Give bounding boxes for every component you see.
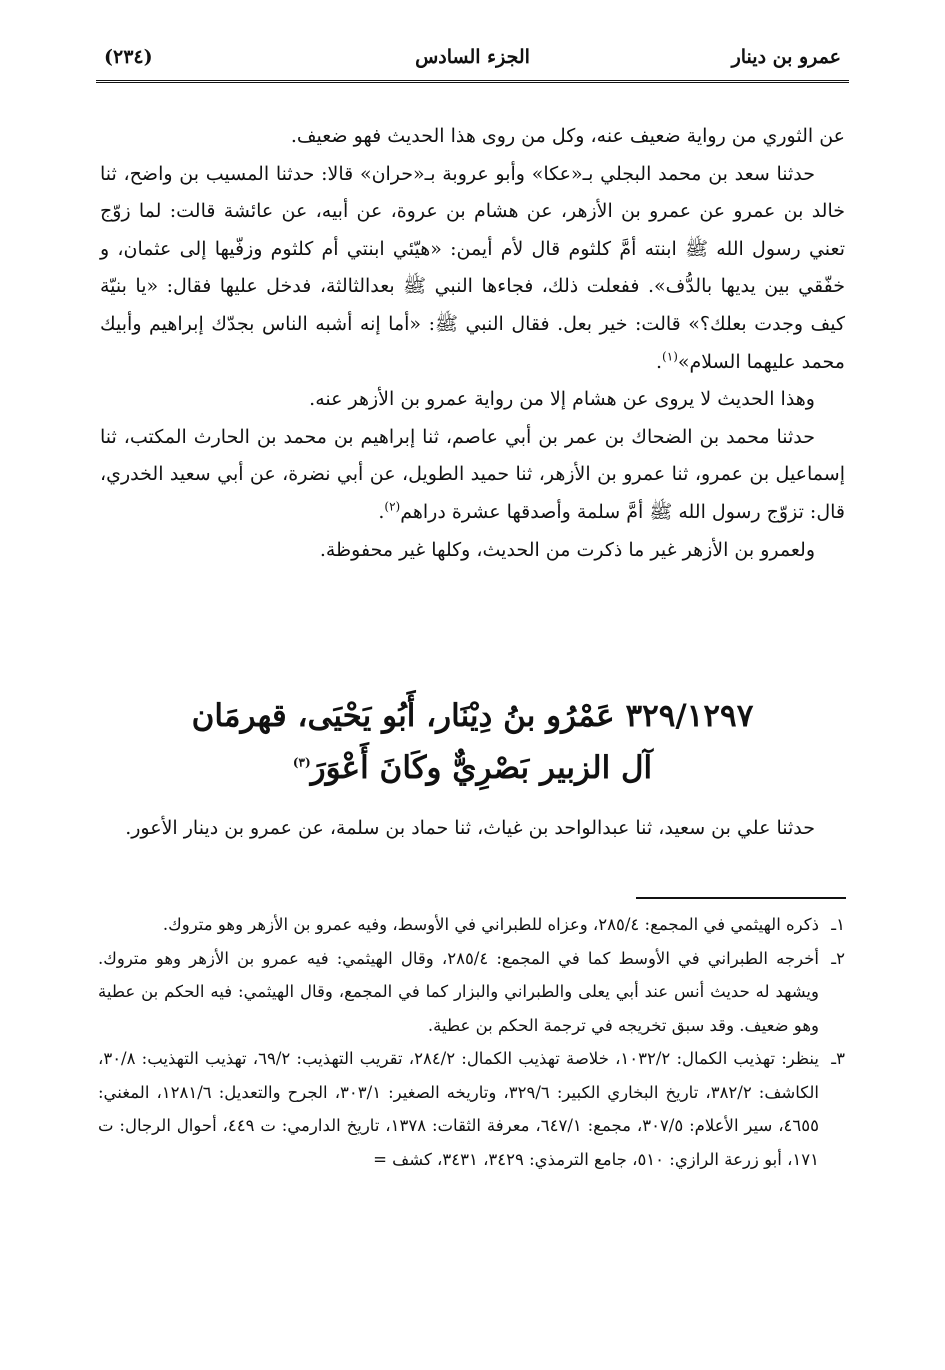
- paragraph: وهذا الحديث لا يروى عن هشام إلا من رواية عمرو بن الأزهر عنه.: [309, 388, 815, 411]
- main-text: [100, 118, 845, 569]
- footnote: [98, 1042, 845, 1176]
- footnote-separator: [636, 897, 846, 899]
- paragraph: عن الثوري من رواية ضعيف عنه، وكل من روى هذا الحديث فهو ضعيف.: [290, 125, 845, 147]
- header-part-title: الجزء السادس: [415, 46, 530, 68]
- footnotes: [98, 908, 845, 1176]
- footnote-ref: (٣): [292, 755, 311, 770]
- footnote-number: ٣ـ: [831, 1049, 845, 1068]
- footnote-number: ١ـ: [831, 915, 845, 934]
- footnote: [98, 908, 845, 942]
- paragraph: حدثنا سعد بن محمد البجلي بـ«عكا» وأبو عروبة بـ«حران» قالا: حدثنا المسيب بن واضح، ثنا خالد بن عمرو عن عمرو بن الأزهر، عن هشام بن عروة، عن أبيه، عن عائشة قالت: لما زوّج تعني رسول الله ﷺ ابنته أمَّ كلثوم قال لأم أيمن: «هيّئي ابنتي أم كلثوم وزفّيها إلى عثمان، و خفّقي بين يديها بالدُّف». ففعلت ذلك، فجاءها النبي ﷺ بعدالثالثة، فدخل عليها فقال: «يا بنيّة كيف وجدت بعلك؟» قالت: خير بعل. فقال النبي ﷺ: «أما إنه أشبه الناس بجدّك إبراهيم وأبيك محمد عليهما السلام»$^{(١)}$.: [100, 162, 845, 373]
- paragraph: حدثنا محمد بن الضحاك بن عمر بن أبي عاصم، ثنا إبراهيم بن محمد بن الحارث المكتب، ثنا إسماعيل بن عمرو، ثنا عمرو بن الأزهر، ثنا حميد الطويل، عن أبي نضرة، عن أبي سعيد الخدري، قال: تزوّج رسول الله ﷺ أمَّ سلمة وأصدقها عشرة دراهم$^{(٢)}$.: [100, 425, 845, 523]
- footnote-text: ينظر: تهذيب الكمال: ١٠٣٢/٢، خلاصة تهذيب الكمال: ٢٨٤/٢، تقريب التهذيب: ٦٩/٢، تهذيب التهذيب: ٣٠/٨، الكاشف: ٣٨٢/٢، تاريخ البخاري الكبير: ٣٢٩/٦، وتاريخه الصغير: ٣٠٣/١، الجرح والتعديل: ١٢٨١/٦، المغني: ٤٦٥٥، سير الأعلام: ٣٠٧/٥، مجمع: ٦٤٧/١، معرفة الثقات: ١٣٧٨، تاريخ الدارمي: ت ٤٤٩، أحوال الرجال: ت ١٧١، أبو زرعة الرازي: ٥١٠، جامع الترمذي: ٣٤٢٩، ٣٤٣١، كشف =: [98, 1049, 819, 1169]
- footnote-text: أخرجه الطبراني في الأوسط كما في المجمع: ٢٨٥/٤، وقال الهيثمي: فيه عمرو بن الأزهر وهو متروك. ويشهد له حديث أنس عند أبي يعلى والطبراني والبزار كما في المجمع، وقال الهيثمي: فيه الحكم بن عطية وهو ضعيف. وقد سبق تخريجه في ترجمة الحكم بن عطية.: [98, 948, 820, 1035]
- header-section-title: عمرو بن دينار: [731, 46, 841, 68]
- entry-heading-line: آل الزبير بَصْرِيٌّ وكَانَ أَعْوَرَ$^{(٣)}$: [292, 750, 653, 786]
- entry-heading-line: ٣٢٩/١٢٩٧ عَمْرُو بنُ دِيْنَار، أَبُو يَحْيَى، قهرمَان: [191, 698, 754, 734]
- footnote-number: ٢ـ: [831, 948, 845, 968]
- footnote-ref: (٢): [384, 499, 401, 514]
- paragraph: حدثنا علي بن سعيد، ثنا عبدالواحد بن غياث، ثنا حماد بن سلمة، عن عمرو بن دينار الأعور.: [125, 817, 815, 839]
- footnote-text: ذكره الهيثمي في المجمع: ٢٨٥/٤، وعزاه للطبراني في الأوسط، وفيه عمرو بن الأزهر وهو متروك.: [162, 915, 819, 934]
- page-number: (٢٣٤): [104, 46, 153, 68]
- entry-heading: [100, 690, 845, 794]
- entry-text: [100, 808, 845, 848]
- footnote-ref: (١): [662, 349, 678, 364]
- paragraph: ولعمرو بن الأزهر غير ما ذكرت من الحديث، وكلها غير محفوظة.: [319, 538, 815, 561]
- footnote: [98, 942, 845, 1043]
- running-header: [96, 34, 849, 83]
